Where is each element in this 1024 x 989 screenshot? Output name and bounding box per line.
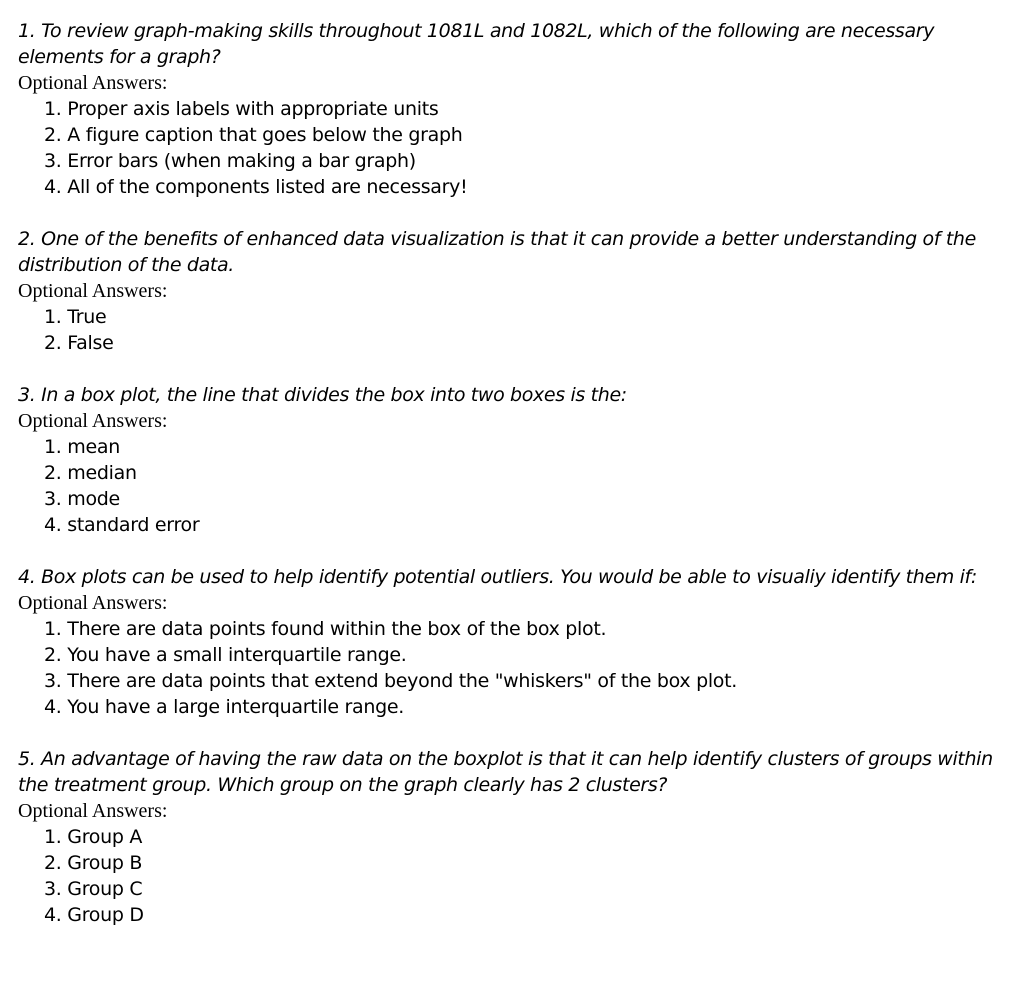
answer-list xyxy=(18,824,1006,928)
answer-list xyxy=(18,96,1006,200)
optional-answers-label: Optional Answers: xyxy=(18,72,168,94)
question-text: 1. To review graph-making skills throughout 1081L and 1082L, which of the following are necessary elements for a graph? xyxy=(18,20,935,68)
answer-option: 2. A figure caption that goes below the graph xyxy=(44,124,463,146)
question-text: 2. One of the benefits of enhanced data visualization is that it can provide a better understanding of the distribution of the data. xyxy=(18,228,976,276)
answer-option: 2. median xyxy=(44,462,137,484)
answer-option: 1. True xyxy=(44,306,107,328)
question-1 xyxy=(18,18,1006,200)
answer-option: 3. Group C xyxy=(44,878,143,900)
question-text: 3. In a box plot, the line that divides the box into two boxes is the: xyxy=(18,384,627,406)
optional-answers-label: Optional Answers: xyxy=(18,592,168,614)
answer-option: 3. Error bars (when making a bar graph) xyxy=(44,150,416,172)
answer-option: 1. mean xyxy=(44,436,120,458)
question-5 xyxy=(18,746,1006,928)
answer-option: 1. There are data points found within the box of the box plot. xyxy=(44,618,607,640)
optional-answers-label: Optional Answers: xyxy=(18,800,168,822)
answer-option: 4. Group D xyxy=(44,904,144,926)
answer-list xyxy=(18,434,1006,538)
answer-option: 2. You have a small interquartile range. xyxy=(44,644,407,666)
optional-answers-label: Optional Answers: xyxy=(18,280,168,302)
question-text: 5. An advantage of having the raw data on the boxplot is that it can help identify clusters of groups within the treatment group. Which group on the graph clearly has 2 clusters? xyxy=(18,748,993,796)
question-2 xyxy=(18,226,1006,356)
answer-option: 4. standard error xyxy=(44,514,200,536)
answer-option: 4. You have a large interquartile range. xyxy=(44,696,405,718)
question-text: 4. Box plots can be used to help identify potential outliers. You would be able to visualiy identify them if: xyxy=(18,566,977,588)
answer-option: 3. mode xyxy=(44,488,120,510)
answer-option: 1. Proper axis labels with appropriate units xyxy=(44,98,439,120)
optional-answers-label: Optional Answers: xyxy=(18,410,168,432)
answer-option: 4. All of the components listed are necessary! xyxy=(44,176,468,198)
question-3 xyxy=(18,382,1006,538)
answer-option: 2. Group B xyxy=(44,852,143,874)
answer-list xyxy=(18,304,1006,356)
answer-option: 2. False xyxy=(44,332,114,354)
answer-list xyxy=(18,616,1006,720)
question-4 xyxy=(18,564,1006,720)
answer-option: 1. Group A xyxy=(44,826,143,848)
answer-option: 3. There are data points that extend beyond the "whiskers" of the box plot. xyxy=(44,670,738,692)
